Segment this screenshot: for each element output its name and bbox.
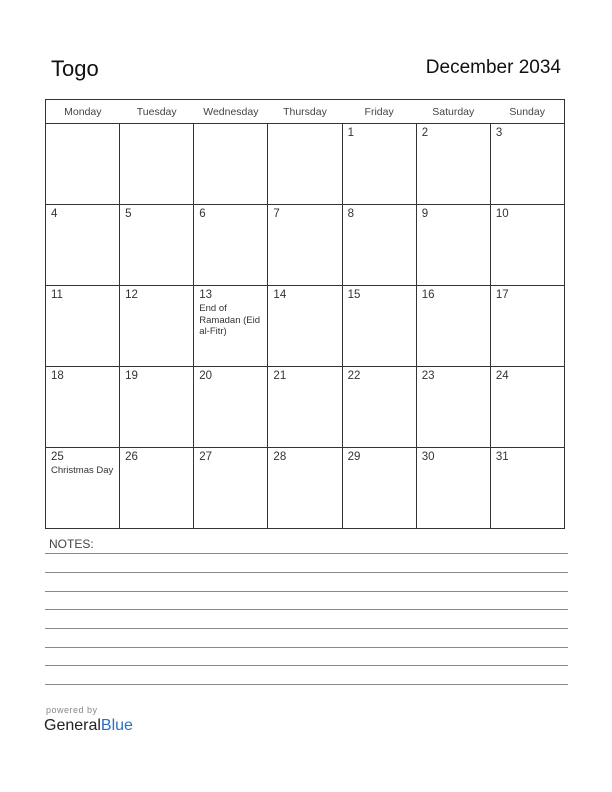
calendar-week-row [46,205,565,286]
calendar-day-cell [194,367,268,448]
calendar-day-cell [490,448,564,529]
brand-blue-text: Blue [100,717,133,734]
day-number: 25 [51,451,64,463]
calendar-day-cell [342,286,416,367]
weekday-header: Friday [342,100,416,124]
day-number: 10 [495,208,509,220]
calendar-day-cell [194,448,268,529]
day-number: 15 [347,289,361,301]
calendar-day-cell [342,448,416,529]
powered-by-text: powered by [46,705,98,715]
calendar-week-row [46,367,565,448]
note-line [45,572,568,573]
calendar-day-cell [46,367,120,448]
note-line [45,553,568,554]
day-number: 2 [421,127,429,139]
day-number: 18 [51,370,64,382]
day-number: 11 [51,289,63,301]
calendar-day-cell [46,286,120,367]
day-number: 5 [125,208,132,220]
note-line [45,628,568,629]
calendar-day-cell [268,367,342,448]
day-number: 3 [495,127,503,139]
calendar-day-cell [194,286,268,367]
day-number: 13 [199,289,213,301]
calendar-week-row [46,448,565,529]
calendar-day-cell [416,367,490,448]
weekday-header: Saturday [416,100,490,124]
brand-logo [44,717,133,735]
day-number: 28 [273,451,287,463]
brand-general-text: General [44,717,101,734]
day-number: 4 [51,208,58,220]
calendar-day-cell [46,448,120,529]
calendar-day-cell [46,205,120,286]
day-number: 17 [495,289,509,301]
note-line [45,647,568,648]
weekday-header: Wednesday [194,100,268,124]
day-number: 29 [347,451,361,463]
calendar-day-cell [416,124,490,205]
note-line [45,591,568,592]
weekday-header: Sunday [490,100,564,124]
day-number: 30 [421,451,435,463]
calendar-day-cell [268,448,342,529]
calendar-day-cell [120,205,194,286]
day-number: 1 [347,127,354,139]
calendar-day-cell [342,124,416,205]
calendar-country-title: Togo [51,56,99,81]
calendar-day-cell [194,205,268,286]
note-line [45,665,568,666]
calendar-day-cell [490,124,564,205]
weekday-header: Tuesday [120,100,194,124]
day-number: 31 [495,451,509,463]
day-number: 9 [421,208,429,220]
day-number: 21 [273,370,287,382]
calendar-day-cell [342,367,416,448]
day-number: 7 [273,208,280,220]
note-line [45,609,568,610]
calendar-week-row [46,286,565,367]
weekday-header-row [46,100,565,124]
calendar-day-cell [490,367,564,448]
notes-label: NOTES: [49,537,94,551]
note-line [45,684,568,685]
day-number: 23 [421,370,435,382]
holiday-label: End of Ramadan (Eid al-Fitr) [199,303,261,337]
weekday-header: Monday [46,100,120,124]
day-number: 12 [125,289,138,301]
day-number: 14 [273,289,287,301]
calendar-day-cell [194,124,268,205]
holiday-label: Christmas Day [51,465,114,476]
calendar-week-row [46,124,565,205]
calendar-day-cell [416,286,490,367]
calendar-day-cell [416,205,490,286]
calendar-day-cell [120,124,194,205]
day-number: 24 [495,370,509,382]
day-number: 19 [125,370,138,382]
calendar-day-cell [120,448,194,529]
day-number: 26 [125,451,138,463]
day-number: 27 [199,451,213,463]
day-number: 8 [347,208,354,220]
weekday-header: Thursday [268,100,342,124]
calendar-day-cell [268,124,342,205]
calendar-day-cell [490,286,564,367]
day-number: 16 [421,289,435,301]
calendar-day-cell [268,205,342,286]
calendar-month-title: December 2034 [425,57,561,78]
calendar-day-cell [120,367,194,448]
calendar-day-cell [490,205,564,286]
calendar-day-cell [120,286,194,367]
calendar-day-cell [46,124,120,205]
calendar-day-cell [416,448,490,529]
calendar-grid [45,99,565,529]
day-number: 20 [199,370,213,382]
calendar-day-cell [342,205,416,286]
calendar-day-cell [268,286,342,367]
day-number: 6 [199,208,206,220]
day-number: 22 [347,370,361,382]
